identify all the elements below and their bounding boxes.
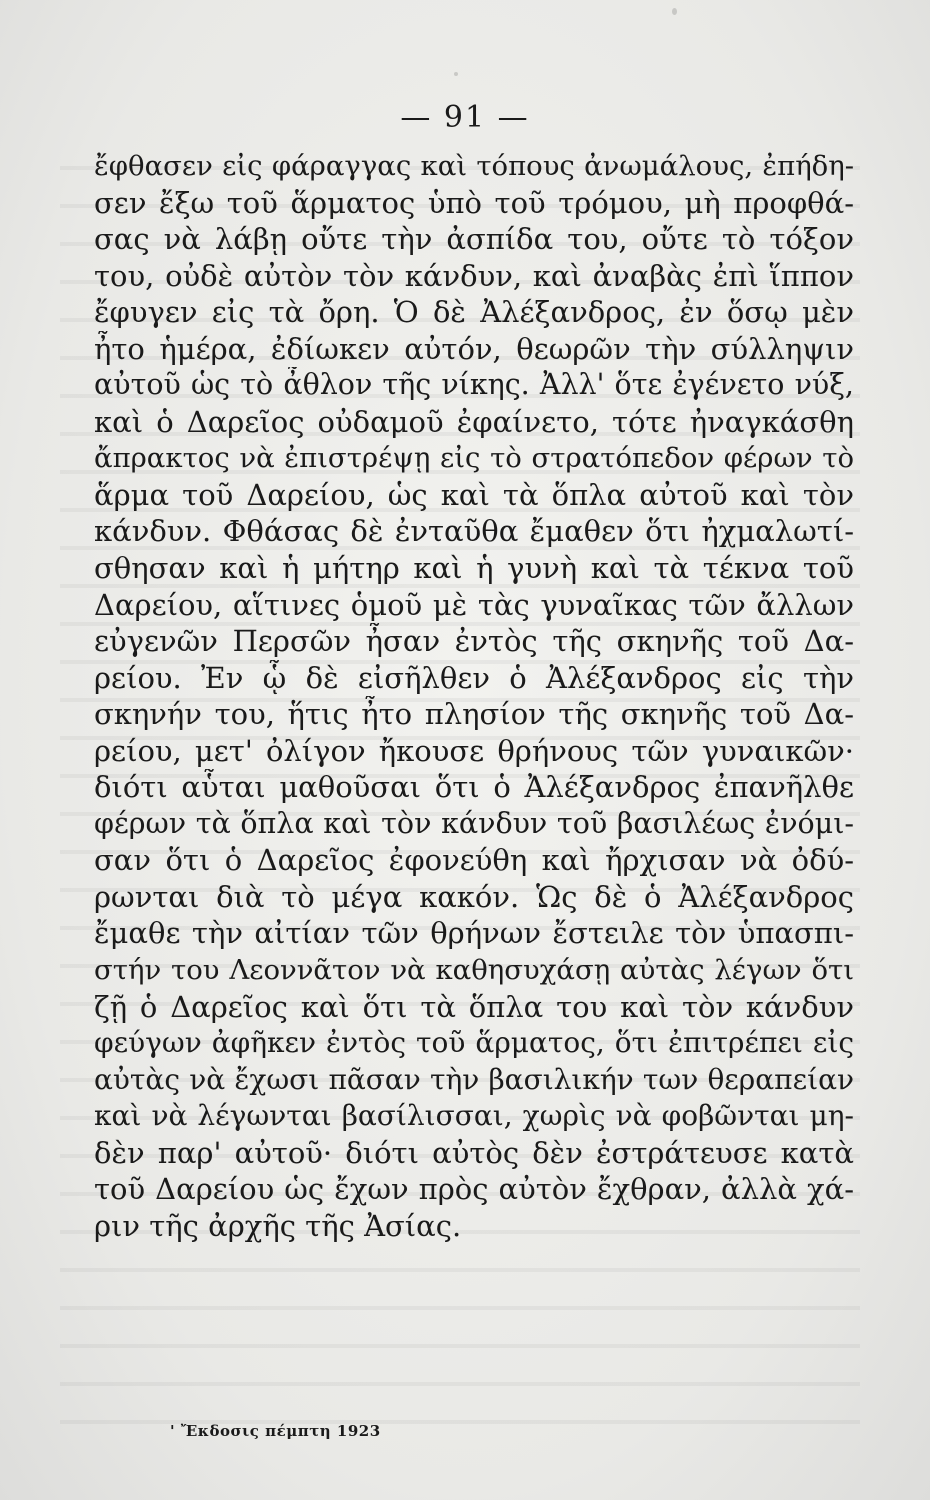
text-line: στήν του Λεοννᾶτον νὰ καθησυχάσῃ αὐτὰς λέγων ὅτι bbox=[94, 954, 854, 987]
text-line: ρωνται διὰ τὸ μέγα κακόν. Ὡς δὲ ὁ Ἀλέξανδρος bbox=[94, 879, 854, 914]
text-line: σεν ἔξω τοῦ ἅρματος ὑπὸ τοῦ τρόμου, μὴ προφθά- bbox=[94, 185, 854, 220]
body-text bbox=[94, 148, 854, 1244]
text-line: σθησαν καὶ ἡ μήτηρ καὶ ἡ γυνὴ καὶ τὰ τέκνα τοῦ bbox=[94, 551, 854, 586]
text-line: ρείου. Ἐν ᾧ δὲ εἰσῆλθεν ὁ Ἀλέξανδρος εἰς τὴν bbox=[94, 660, 854, 695]
text-line: του, οὐδὲ αὐτὸν τὸν κάνδυν, καὶ ἀναβὰς ἐπὶ ἵππον bbox=[94, 258, 854, 293]
text-line: διότι αὗται μαθοῦσαι ὅτι ὁ Ἀλέξανδρος ἐπανῆλθε bbox=[94, 770, 854, 805]
text-line: ἅρμα τοῦ Δαρείου, ὡς καὶ τὰ ὅπλα αὐτοῦ καὶ τὸν bbox=[94, 477, 854, 512]
text-line: ριν τῆς ἀρχῆς τῆς Ἀσίας. bbox=[94, 1208, 462, 1243]
edition-note: ' Ἔκδοσις πέμπτη 1923 bbox=[170, 1422, 381, 1440]
text-line: φεύγων ἀφῆκεν ἐντὸς τοῦ ἅρματος, ὅτι ἐπιτρέπει εἰς bbox=[94, 1026, 854, 1060]
text-line: εὐγενῶν Περσῶν ἦσαν ἐντὸς τῆς σκηνῆς τοῦ Δα- bbox=[94, 624, 854, 659]
text-line: καὶ ὁ Δαρεῖος οὐδαμοῦ ἐφαίνετο, τότε ἠναγκάσθη bbox=[94, 404, 854, 439]
ink-spot bbox=[672, 8, 677, 15]
text-line: φέρων τὰ ὅπλα καὶ τὸν κάνδυν τοῦ βασιλέως ἐνόμι- bbox=[94, 806, 854, 840]
text-line: ἔμαθε τὴν αἰτίαν τῶν θρήνων ἔστειλε τὸν ὑπασπι- bbox=[94, 916, 854, 951]
text-line: καὶ νὰ λέγωνται βασίλισσαι, χωρὶς νὰ φοβῶνται μη- bbox=[94, 1099, 854, 1133]
text-line: σαν ὅτι ὁ Δαρεῖος ἐφονεύθη καὶ ἤρχισαν νὰ ὀδύ- bbox=[94, 843, 854, 878]
text-line: ἄπρακτος νὰ ἐπιστρέψῃ εἰς τὸ στρατόπεδον φέρων τὸ bbox=[94, 442, 854, 475]
text-line: σας νὰ λάβῃ οὔτε τὴν ἀσπίδα του, οὔτε τὸ τόξον bbox=[94, 222, 854, 257]
text-line: ἔφθασεν εἰς φάραγγας καὶ τόπους ἀνωμάλους, ἐπήδη- bbox=[94, 150, 854, 182]
text-line: αὐτὰς νὰ ἔχωσι πᾶσαν τὴν βασιλικήν των θεραπείαν bbox=[94, 1062, 854, 1096]
text-line: αὐτοῦ ὡς τὸ ἆθλον τῆς νίκης. Ἀλλ' ὅτε ἐγένετο νύξ, bbox=[94, 368, 854, 402]
text-line: δὲν παρ' αὐτοῦ· διότι αὐτὸς δὲν ἐστράτευσε κατὰ bbox=[94, 1135, 854, 1170]
ink-spot bbox=[454, 72, 458, 76]
text-line: ζῇ ὁ Δαρεῖος καὶ ὅτι τὰ ὅπλα του καὶ τὸν κάνδυν bbox=[94, 989, 854, 1024]
text-line: ἦτο ἡμέρα, ἐδίωκεν αὐτόν, θεωρῶν τὴν σύλληψιν bbox=[94, 331, 854, 366]
text-line: ἔφυγεν εἰς τὰ ὄρη. Ὁ δὲ Ἀλέξανδρος, ἐν ὅσῳ μὲν bbox=[94, 295, 854, 330]
page-number: — 91 — bbox=[400, 100, 530, 135]
text-line: σκηνήν του, ἥτις ἦτο πλησίον τῆς σκηνῆς τοῦ Δα- bbox=[94, 697, 854, 732]
text-line: ρείου, μετ' ὀλίγον ἤκουσε θρήνους τῶν γυναικῶν· bbox=[94, 733, 854, 768]
text-line: κάνδυν. Φθάσας δὲ ἐνταῦθα ἔμαθεν ὅτι ἠχμαλωτί- bbox=[94, 514, 854, 549]
text-line: Δαρείου, αἵτινες ὁμοῦ μὲ τὰς γυναῖκας τῶν ἄλλων bbox=[94, 587, 854, 622]
text-line: τοῦ Δαρείου ὡς ἔχων πρὸς αὐτὸν ἔχθραν, ἀλλὰ χά- bbox=[94, 1172, 854, 1207]
